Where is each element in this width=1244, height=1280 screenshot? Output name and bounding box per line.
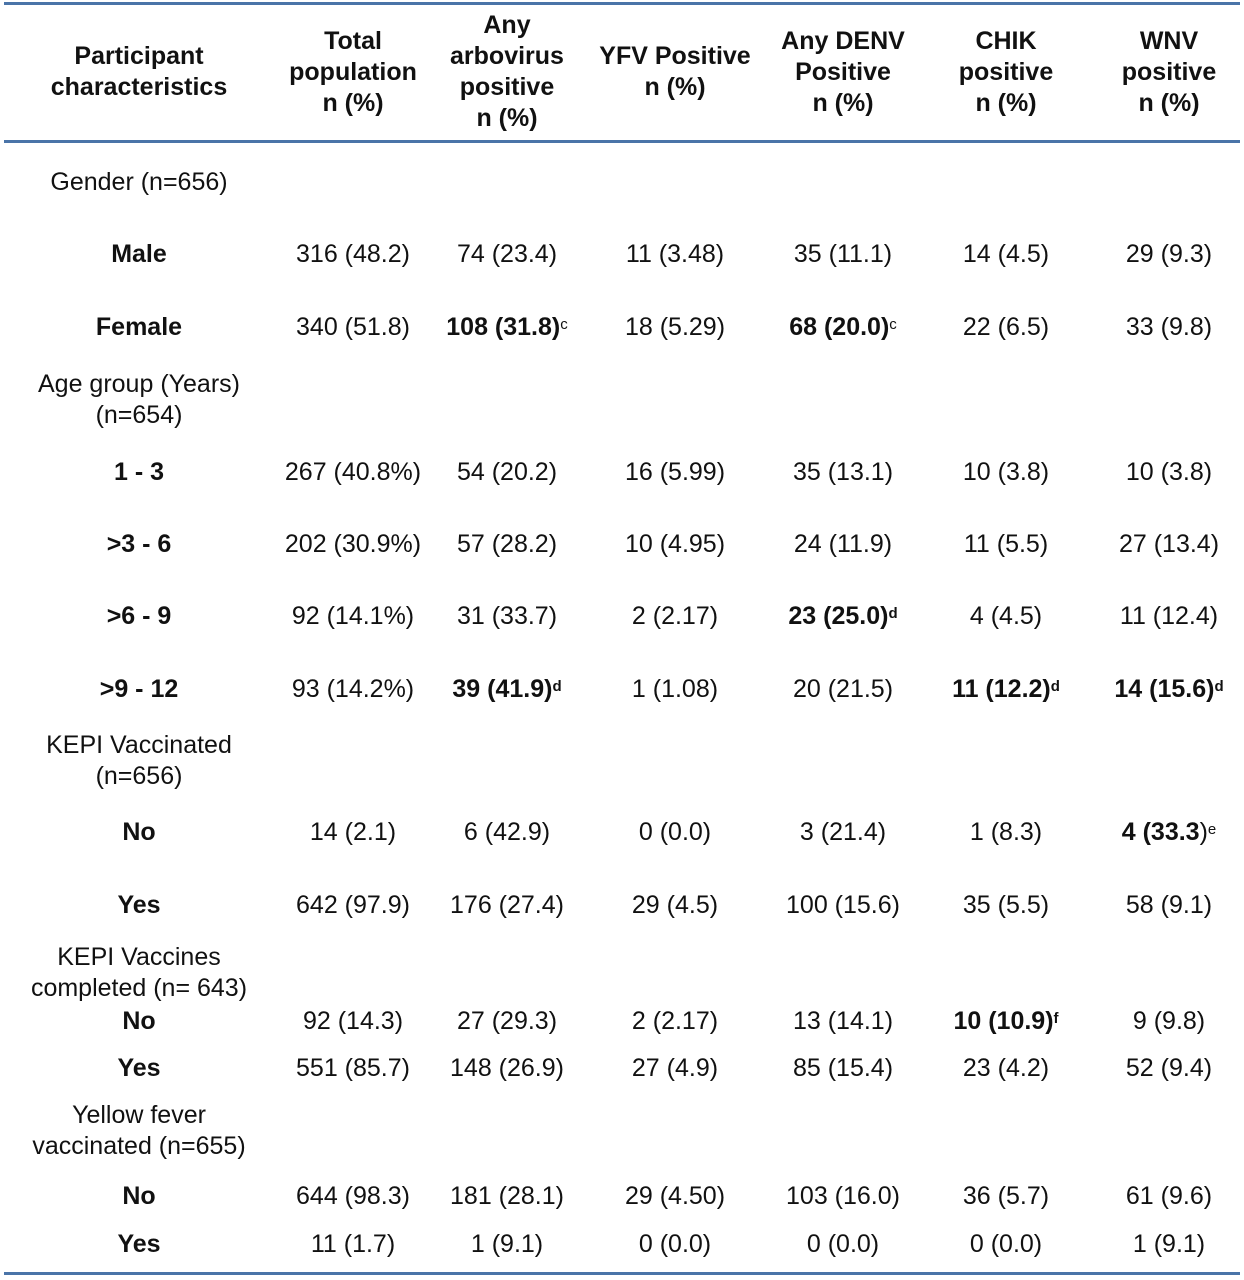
row-label: No xyxy=(122,817,156,846)
cell-any-arbovirus-positive xyxy=(432,526,582,562)
header-chik-positive xyxy=(918,8,1094,136)
cell-value: 92 (14.3) xyxy=(302,1006,404,1035)
group-label-line: (n=654) xyxy=(95,401,183,429)
cell-wnv-positive: 4 (33.3 ) $^e$ xyxy=(1121,817,1217,846)
cell-total-population xyxy=(274,526,432,562)
cell-any-arbovirus-positive: 39 (41.9) $^d$ xyxy=(452,674,562,703)
cell-any-denv-positive xyxy=(768,1050,918,1086)
row-label: 1 - 3 xyxy=(113,457,165,486)
cell-yfv-positive xyxy=(582,236,768,272)
cell-value: 0 (0.0) xyxy=(969,1229,1043,1258)
cell-value: 11 (3.48) xyxy=(625,239,725,268)
cell-value: 29 (4.50) xyxy=(624,1181,726,1210)
cell-value: 6 (42.9) xyxy=(463,817,551,846)
cell-chik-positive xyxy=(918,309,1094,345)
cell-any-arbovirus-positive xyxy=(432,598,582,634)
cell-any-arbovirus-positive xyxy=(432,887,582,923)
cell-value: 11 (5.5) xyxy=(963,529,1049,558)
cell-value: 18 (5.29) xyxy=(624,312,726,341)
cell-value: 10 (4.95) xyxy=(624,529,726,558)
cell-any-arbovirus-positive xyxy=(432,1050,582,1086)
header-yfv-positive xyxy=(582,8,768,136)
row-label: No xyxy=(122,1006,156,1035)
cell-value: 0 (0.0) xyxy=(806,1229,880,1258)
cell-value: 14 (15.6) xyxy=(1114,674,1215,703)
row-label: >6 - 9 xyxy=(106,601,172,630)
cell-value: 0 (0.0) xyxy=(638,1229,712,1258)
table-bottom-rule xyxy=(4,1272,1240,1275)
cell-wnv-positive xyxy=(1094,1050,1244,1086)
cell-yfv-positive xyxy=(582,1226,768,1262)
header-line: n (%) xyxy=(476,104,538,132)
cell-value: 181 (28.1) xyxy=(450,1181,564,1210)
cell-value: 3 (21.4) xyxy=(799,817,887,846)
cell-value: 85 (15.4) xyxy=(792,1053,894,1082)
header-line: characteristics xyxy=(50,73,228,101)
cell-value: 58 (9.1) xyxy=(1125,890,1213,919)
group-label-line: Gender (n=656) xyxy=(50,167,228,196)
cell-chik-positive: 11 (12.2) $^d$ xyxy=(952,674,1060,703)
cell-chik-positive xyxy=(918,598,1094,634)
cell-chik-positive: 10 (10.9) $^f$ xyxy=(953,1006,1059,1035)
header-line: YFV Positive xyxy=(599,42,751,70)
cell-wnv-positive xyxy=(1094,526,1244,562)
table-header-rule xyxy=(4,140,1240,143)
cell-any-denv-positive xyxy=(768,526,918,562)
cell-total-population xyxy=(274,1050,432,1086)
header-line: n (%) xyxy=(644,73,706,101)
cell-value: 11 (12.4) xyxy=(1119,601,1219,630)
cell-value: 551 (85.7) xyxy=(296,1053,410,1082)
header-any-arbovirus-positive xyxy=(432,8,582,136)
cell-yfv-positive xyxy=(582,526,768,562)
cell-total-population xyxy=(274,454,432,490)
cell-value-tail: ) xyxy=(1199,817,1208,846)
header-line: n (%) xyxy=(322,88,384,117)
cell-any-denv-positive xyxy=(768,236,918,272)
row-label: >9 - 12 xyxy=(99,674,179,703)
header-line: Any DENV xyxy=(781,26,905,55)
row-label: Yes xyxy=(117,890,161,919)
cell-total-population xyxy=(274,1003,432,1039)
group-label-kepi_completed xyxy=(4,942,274,1004)
cell-value: 57 (28.2) xyxy=(456,529,558,558)
cell-value: 39 (41.9) xyxy=(452,674,553,703)
cell-yfv-positive xyxy=(582,814,768,850)
group-label-yf xyxy=(4,1100,274,1162)
cell-value: 93 (14.2%) xyxy=(291,674,415,703)
row-label: >3 - 6 xyxy=(106,529,172,558)
cell-total-population xyxy=(274,236,432,272)
cell-value: 74 (23.4) xyxy=(456,239,558,268)
cell-value: 9 (9.8) xyxy=(1132,1006,1206,1035)
cell-any-arbovirus-positive xyxy=(432,236,582,272)
cell-total-population xyxy=(274,1226,432,1262)
header-line: WNV xyxy=(1139,26,1199,55)
header-line: positive xyxy=(958,57,1054,86)
cell-yfv-positive xyxy=(582,598,768,634)
header-line: arbovirus xyxy=(450,42,564,70)
cell-value: 10 (3.8) xyxy=(1125,457,1213,486)
cell-yfv-positive xyxy=(582,1003,768,1039)
cell-any-denv-positive xyxy=(768,1226,918,1262)
cell-value: 100 (15.6) xyxy=(786,890,900,919)
header-total-population xyxy=(274,8,432,136)
cell-chik-positive xyxy=(918,526,1094,562)
cell-value: 10 (3.8) xyxy=(962,457,1050,486)
cell-value: 20 (21.5) xyxy=(792,674,894,703)
cell-value: 11 (12.2) xyxy=(952,674,1051,703)
row-label: Female xyxy=(95,312,183,341)
cell-any-denv-positive xyxy=(768,814,918,850)
cell-value: 61 (9.6) xyxy=(1125,1181,1213,1210)
cell-total-population xyxy=(274,671,432,707)
row-label: Yes xyxy=(117,1053,161,1082)
cell-value: 2 (2.17) xyxy=(631,1006,719,1035)
cell-chik-positive xyxy=(918,1050,1094,1086)
cell-value: 35 (5.5) xyxy=(962,890,1050,919)
cell-total-population xyxy=(274,1178,432,1214)
group-label-line: KEPI Vaccinated xyxy=(46,731,232,759)
header-any-denv-positive xyxy=(768,8,918,136)
cell-value: 52 (9.4) xyxy=(1125,1053,1213,1082)
cell-any-arbovirus-positive xyxy=(432,814,582,850)
header-line: Positive xyxy=(795,57,891,86)
cell-chik-positive xyxy=(918,1226,1094,1262)
cell-value: 24 (11.9) xyxy=(793,529,893,558)
cell-any-denv-positive: 68 (20.0) $^c$ xyxy=(789,312,897,341)
cell-any-arbovirus-positive xyxy=(432,1226,582,1262)
cell-yfv-positive xyxy=(582,309,768,345)
header-line: Total xyxy=(324,26,382,55)
cell-wnv-positive xyxy=(1094,887,1244,923)
cell-wnv-positive xyxy=(1094,309,1244,345)
header-line: Participant xyxy=(74,42,204,70)
cell-value: 642 (97.9) xyxy=(296,890,410,919)
group-label-kepi xyxy=(4,730,274,792)
cell-any-denv-positive xyxy=(768,887,918,923)
header-line: n (%) xyxy=(1138,88,1200,117)
group-label-line: KEPI Vaccines xyxy=(57,943,221,971)
cell-value: 68 (20.0) xyxy=(789,312,890,341)
cell-value: 176 (27.4) xyxy=(450,890,564,919)
cell-value: 13 (14.1) xyxy=(792,1006,894,1035)
cell-value: 33 (9.8) xyxy=(1125,312,1213,341)
cell-total-population xyxy=(274,309,432,345)
cell-chik-positive xyxy=(918,814,1094,850)
cell-total-population xyxy=(274,887,432,923)
cell-value: 267 (40.8%) xyxy=(284,457,422,486)
cell-wnv-positive xyxy=(1094,236,1244,272)
cell-value: 14 (4.5) xyxy=(962,239,1050,268)
table-top-rule xyxy=(4,2,1240,5)
cell-value: 148 (26.9) xyxy=(450,1053,564,1082)
cell-value: 11 (1.7) xyxy=(310,1229,396,1258)
header-line: Any xyxy=(483,11,531,39)
cell-value: 4 (4.5) xyxy=(969,601,1043,630)
cell-wnv-positive xyxy=(1094,1226,1244,1262)
cell-any-arbovirus-positive: 108 (31.8) $^c$ xyxy=(446,312,568,341)
cell-value: 1 (9.1) xyxy=(470,1229,544,1258)
cell-value: 340 (51.8) xyxy=(296,312,410,341)
cell-yfv-positive xyxy=(582,1050,768,1086)
group-label-line: Age group (Years) xyxy=(38,370,240,398)
group-label-line: completed (n= 643) xyxy=(30,974,248,1002)
row-label: Male xyxy=(111,239,167,268)
cell-chik-positive xyxy=(918,454,1094,490)
cell-yfv-positive xyxy=(582,887,768,923)
row-label: Yes xyxy=(117,1229,161,1258)
header-line: positive xyxy=(459,73,555,101)
cell-yfv-positive xyxy=(582,671,768,707)
header-line: CHIK xyxy=(975,26,1037,55)
group-label-line: Yellow fever xyxy=(72,1101,206,1129)
cell-value: 4 (33.3 xyxy=(1121,817,1200,846)
cell-total-population xyxy=(274,598,432,634)
cell-any-denv-positive: 23 (25.0) $^d$ xyxy=(788,601,898,630)
cell-value: 23 (4.2) xyxy=(962,1053,1050,1082)
cell-value: 108 (31.8) xyxy=(446,312,561,341)
cell-value: 35 (13.1) xyxy=(792,457,894,486)
cell-value: 202 (30.9%) xyxy=(284,529,422,558)
header-participant-characteristics xyxy=(4,8,274,136)
cell-value: 35 (11.1) xyxy=(793,239,893,268)
cell-value: 54 (20.2) xyxy=(456,457,558,486)
cell-chik-positive xyxy=(918,1178,1094,1214)
cell-any-denv-positive xyxy=(768,1178,918,1214)
cell-value: 103 (16.0) xyxy=(786,1181,900,1210)
cell-value: 644 (98.3) xyxy=(296,1181,410,1210)
cell-value: 316 (48.2) xyxy=(296,239,410,268)
cell-value: 27 (13.4) xyxy=(1118,529,1220,558)
cell-value: 1 (1.08) xyxy=(631,674,719,703)
cell-value: 0 (0.0) xyxy=(638,817,712,846)
header-wnv-positive xyxy=(1094,8,1244,136)
cell-any-arbovirus-positive xyxy=(432,1003,582,1039)
cell-chik-positive xyxy=(918,887,1094,923)
cell-any-denv-positive xyxy=(768,454,918,490)
cell-value: 1 (8.3) xyxy=(969,817,1043,846)
cell-wnv-positive xyxy=(1094,454,1244,490)
cell-wnv-positive: 14 (15.6) $^d$ xyxy=(1114,674,1224,703)
cell-yfv-positive xyxy=(582,454,768,490)
cell-value: 29 (4.5) xyxy=(631,890,719,919)
cell-value: 31 (33.7) xyxy=(456,601,558,630)
cell-value: 22 (6.5) xyxy=(962,312,1050,341)
cell-any-denv-positive xyxy=(768,671,918,707)
cell-value: 16 (5.99) xyxy=(624,457,726,486)
header-line: n (%) xyxy=(975,88,1037,117)
cell-any-arbovirus-positive xyxy=(432,454,582,490)
cell-value: 23 (25.0) xyxy=(788,601,889,630)
group-label-age xyxy=(4,369,274,431)
cell-value: 1 (9.1) xyxy=(1132,1229,1206,1258)
cell-total-population xyxy=(274,814,432,850)
cell-value: 10 (10.9) xyxy=(953,1006,1054,1035)
group-label-gender xyxy=(4,167,274,198)
header-line: positive xyxy=(1121,57,1217,86)
group-label-line: (n=656) xyxy=(95,762,183,790)
group-label-line: vaccinated (n=655) xyxy=(32,1132,246,1160)
cell-chik-positive xyxy=(918,236,1094,272)
cell-value: 29 (9.3) xyxy=(1125,239,1213,268)
cell-value: 27 (4.9) xyxy=(631,1053,719,1082)
cell-yfv-positive xyxy=(582,1178,768,1214)
cell-value: 27 (29.3) xyxy=(456,1006,558,1035)
cell-value: 92 (14.1%) xyxy=(291,601,415,630)
cell-any-denv-positive xyxy=(768,1003,918,1039)
cell-value: 2 (2.17) xyxy=(631,601,719,630)
row-label: No xyxy=(122,1181,156,1210)
header-line: population xyxy=(289,57,417,86)
cell-value: 14 (2.1) xyxy=(309,817,397,846)
cell-wnv-positive xyxy=(1094,598,1244,634)
cell-value: 36 (5.7) xyxy=(962,1181,1050,1210)
header-line: n (%) xyxy=(812,88,874,117)
cell-any-arbovirus-positive xyxy=(432,1178,582,1214)
cell-wnv-positive xyxy=(1094,1178,1244,1214)
cell-wnv-positive xyxy=(1094,1003,1244,1039)
